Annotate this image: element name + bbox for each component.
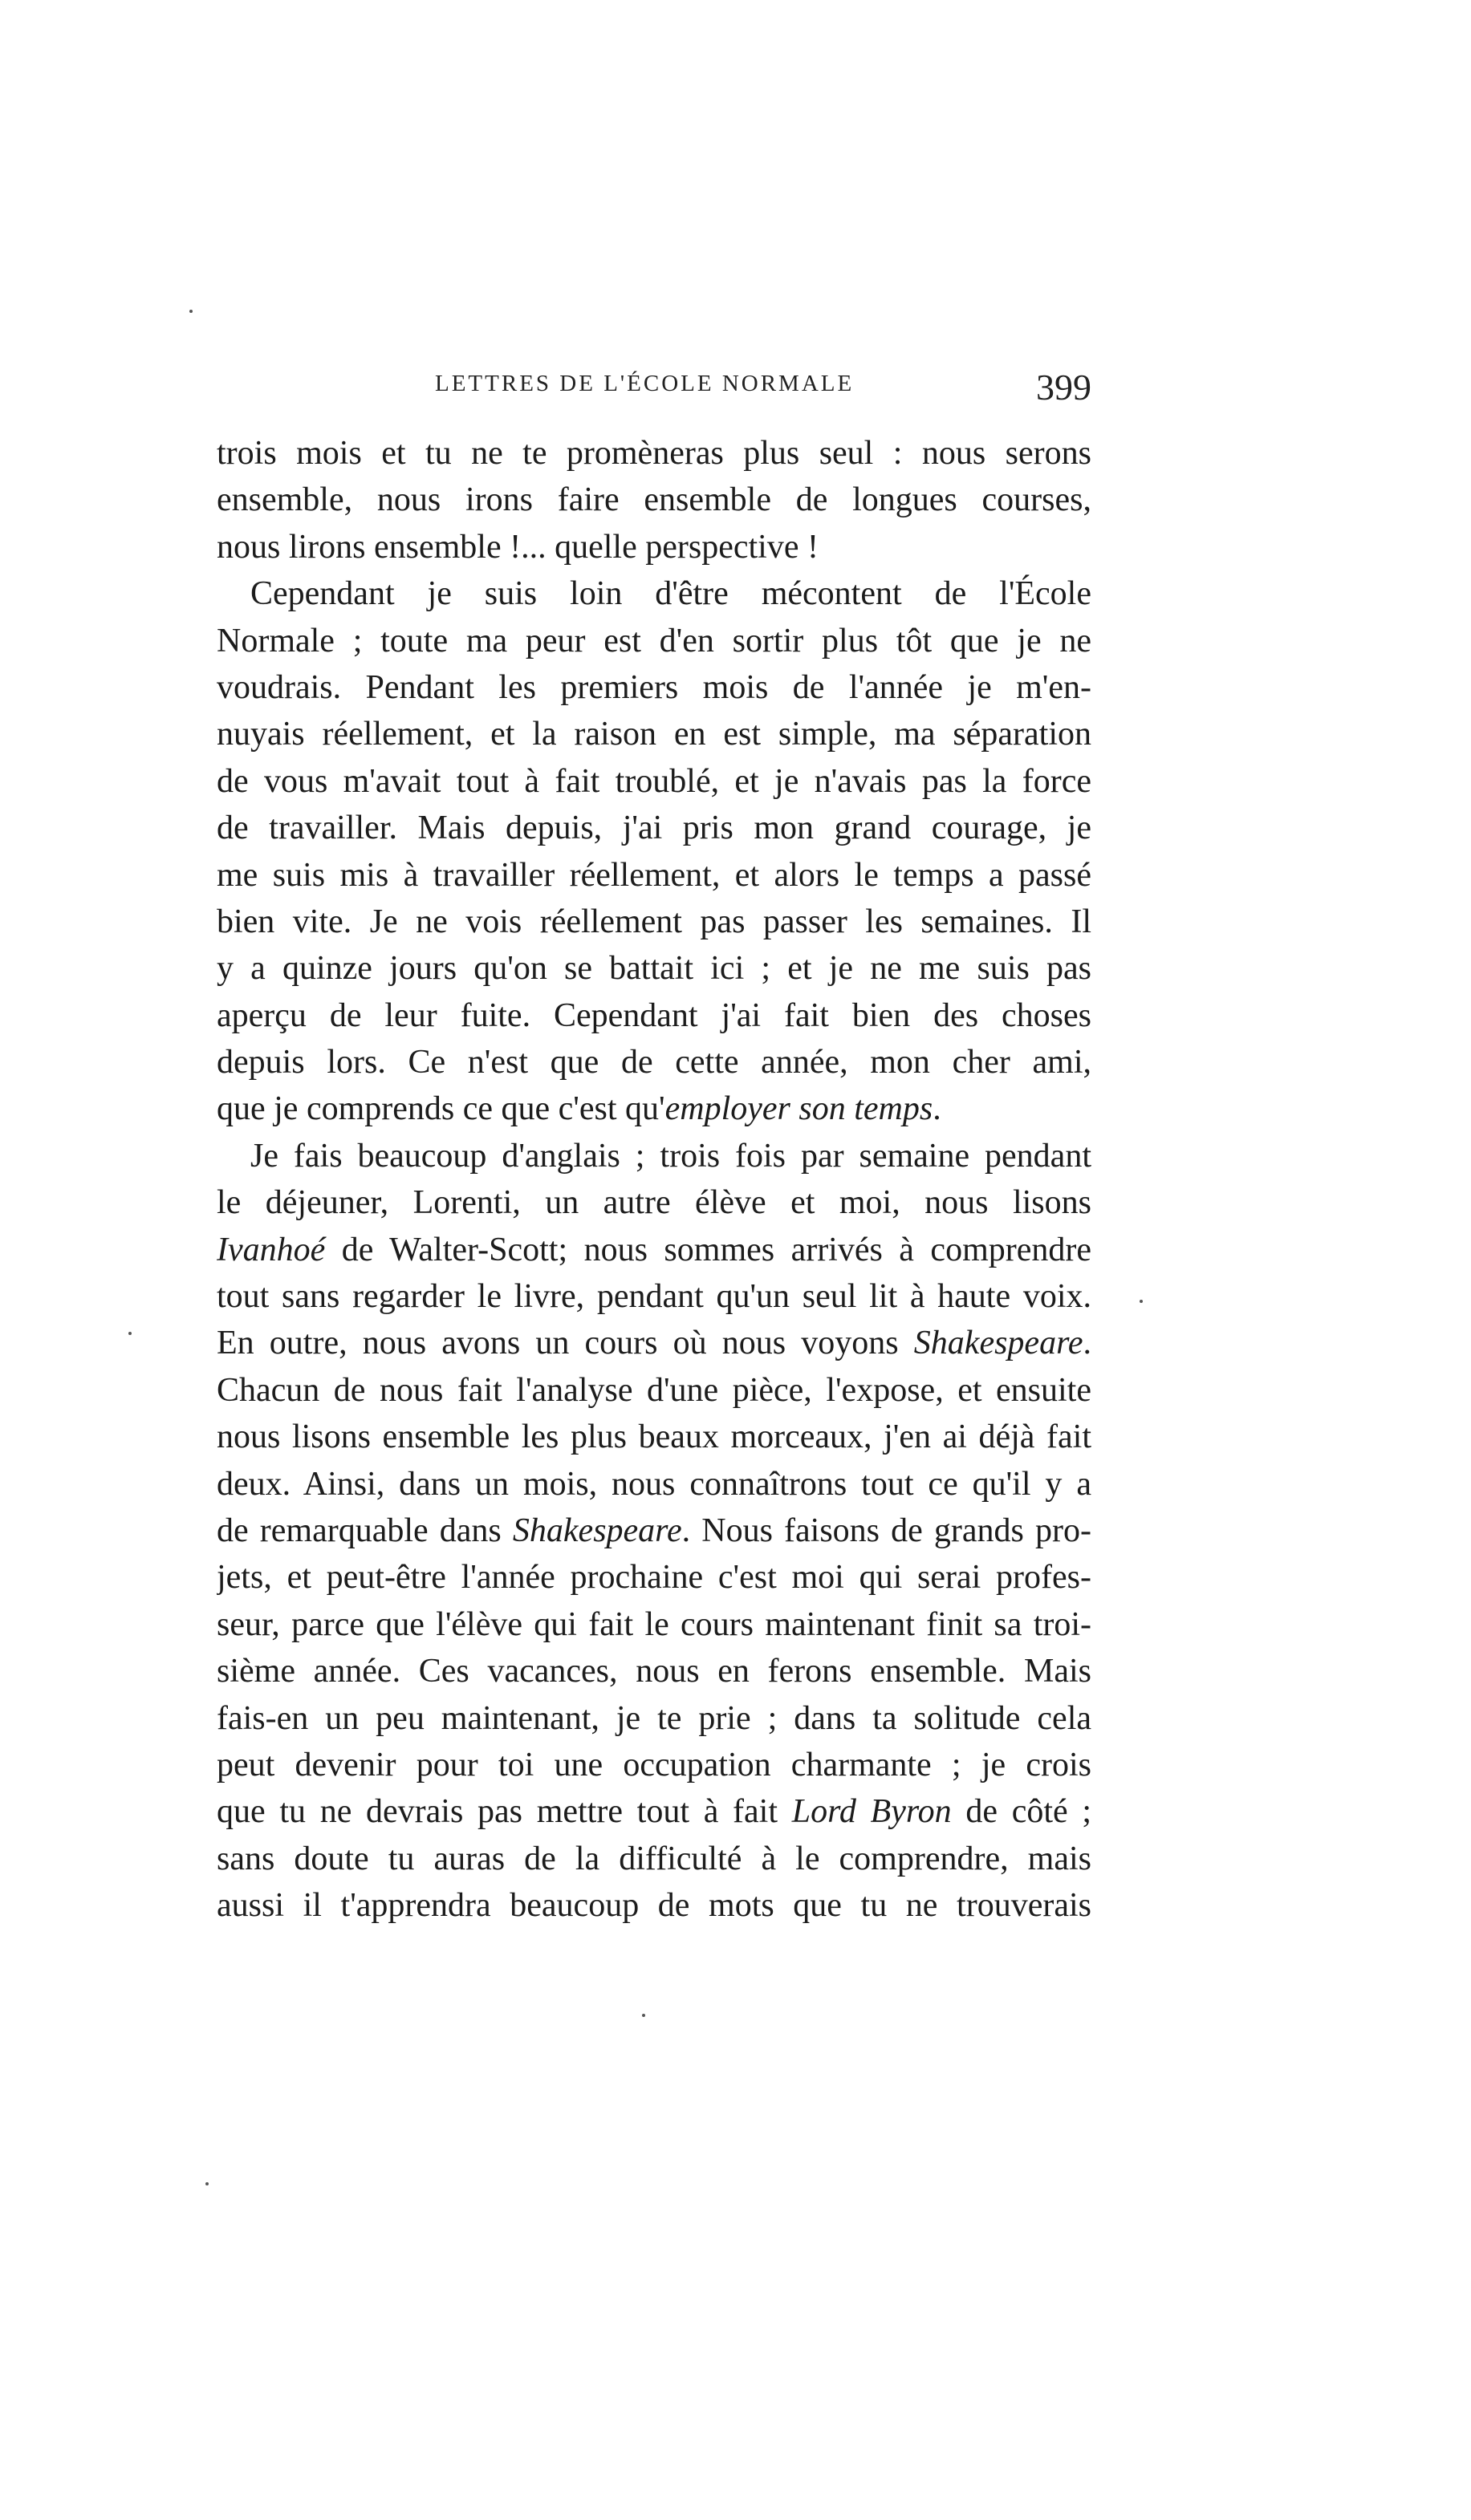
text-segment: En outre, nous avons un cours où nous voyons [217,1325,914,1362]
text-segment: Je fais beaucoup d'anglais ; trois fois par semaine pendant [250,1137,1091,1175]
text-segment: nous lisons ensemble les plus beaux morceaux, j'en ai déjà fait [217,1418,1091,1456]
text-segment: sans doute tu auras de la difficulté à le comprendre, mais [217,1840,1091,1877]
italic-text-segment: Ivanhoé [217,1231,326,1268]
text-segment: de côté ; [951,1793,1091,1831]
text-line [217,1554,1091,1601]
text-line [217,1039,1091,1086]
text-segment: que je comprends ce que c'est qu' [217,1090,665,1128]
text-line [217,1273,1091,1320]
italic-text-segment: employer son temps [664,1090,933,1128]
text-line [217,430,1091,477]
text-line [217,1461,1091,1508]
text-segment: . [1083,1325,1091,1362]
text-line [217,945,1091,992]
text-segment: de travailler. Mais depuis, j'ai pris mon grand courage, je [217,810,1091,847]
text-line [217,1133,1091,1179]
text-line [217,570,1091,617]
text-segment: de remarquable dans [217,1512,513,1549]
text-segment: nuyais réellement, et la raison en est simple, ma séparation [217,716,1091,753]
text-line [217,524,1091,570]
text-line [217,1695,1091,1742]
paper-speck [189,310,193,313]
text-segment: peut devenir pour toi une occupation charmante ; je crois [217,1746,1091,1783]
text-segment: aussi il t'apprendra beaucoup de mots que tu ne trouverais [217,1887,1091,1925]
text-line [217,1320,1091,1366]
text-line [217,1414,1091,1460]
paper-speck [128,1332,132,1335]
text-line [217,477,1091,523]
text-line [217,1508,1091,1554]
text-segment: Normale ; toute ma peur est d'en sortir plus tôt que je ne [217,622,1091,659]
italic-text-segment: Shakespeare [512,1512,682,1549]
text-line [217,1882,1091,1929]
text-segment: aperçu de leur fuite. Cependant j'ai fait bien des choses [217,996,1091,1034]
text-line [217,1179,1091,1226]
text-segment: y a quinze jours qu'on se battait ici ; et je ne me suis pas [217,950,1091,988]
text-segment: bien vite. Je ne vois réellement pas passer les semaines. Il [217,903,1091,940]
paper-speck [1140,1300,1143,1303]
text-segment: tout sans regarder le livre, pendant qu'un seul lit à haute voix. [217,1278,1091,1316]
italic-text-segment: Lord Byron [791,1793,952,1831]
text-segment: que tu ne devrais pas mettre tout à fait [217,1793,792,1831]
paper-speck [642,2014,645,2017]
text-segment: . Nous faisons de grands pro- [681,1512,1091,1549]
text-segment: Chacun de nous fait l'analyse d'une pièce, l'expose, et ensuite [217,1371,1091,1409]
text-line [217,852,1091,899]
italic-text-segment: Shakespeare [913,1325,1083,1362]
text-segment: . [933,1090,941,1128]
text-line [217,1227,1091,1273]
text-line [217,1601,1091,1648]
paper-speck [205,2182,209,2185]
page-number: 399 [1036,367,1091,408]
text-line [217,1836,1091,1882]
text-segment: deux. Ainsi, dans un mois, nous connaîtrons tout ce qu'il y a [217,1465,1091,1503]
text-segment: de Walter-Scott; nous sommes arrivés à comprendre [325,1231,1091,1268]
text-line [217,805,1091,851]
text-line [217,1742,1091,1788]
text-line [217,711,1091,757]
running-title: LETTRES DE L'ÉCOLE NORMALE [435,371,855,396]
text-line [217,664,1091,711]
text-segment: de vous m'avait tout à fait troublé, et je n'avais pas la force [217,762,1091,800]
text-line [217,1367,1091,1414]
body-text [217,430,1091,1930]
text-segment: le déjeuner, Lorenti, un autre élève et moi, nous lisons [217,1184,1091,1222]
text-segment: Cependant je suis loin d'être mécontent de l'École [250,575,1091,613]
running-head [217,367,1091,419]
text-segment: sième année. Ces vacances, nous en ferons ensemble. Mais [217,1653,1091,1690]
text-segment: seur, parce que l'élève qui fait le cours maintenant finit sa troi- [217,1605,1091,1643]
text-segment: fais-en un peu maintenant, je te prie ; dans ta solitude cela [217,1699,1091,1737]
text-segment: trois mois et tu ne te promèneras plus seul : nous serons [217,435,1091,472]
text-segment: nous lirons ensemble !... quelle perspective ! [217,528,819,566]
text-line [217,758,1091,805]
text-line [217,618,1091,664]
text-line [217,899,1091,945]
text-line [217,1788,1091,1835]
text-segment: depuis lors. Ce n'est que de cette année, mon cher ami, [217,1044,1091,1081]
text-line [217,1086,1091,1132]
text-line [217,992,1091,1039]
text-segment: jets, et peut-être l'année prochaine c'est moi qui serai profes- [217,1559,1091,1597]
text-segment: me suis mis à travailler réellement, et alors le temps a passé [217,856,1091,894]
text-segment: ensemble, nous irons faire ensemble de longues courses, [217,481,1091,519]
text-segment: voudrais. Pendant les premiers mois de l'année je m'en- [217,668,1091,706]
text-line [217,1648,1091,1694]
